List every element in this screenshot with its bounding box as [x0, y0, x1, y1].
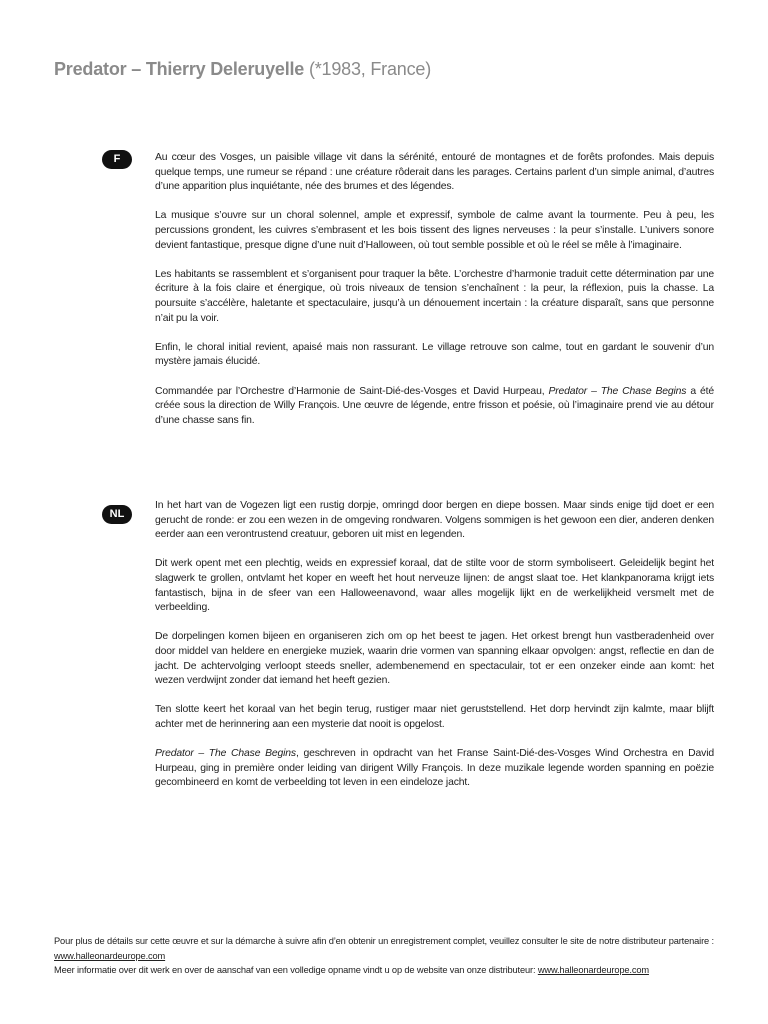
- language-badge-nl: NL: [102, 505, 132, 524]
- text: , geschreven in opdracht van het Franse Saint-Dié-des-Vosges Wind Orchestra en David Hurpeau, ging in première onder leiding van dirigent Willy François. In deze muzikale legende worden spanning en poëzie gecombineerd en komt de verbeelding tot leven in een eindeloze jacht.: [155, 748, 714, 789]
- footer: [54, 934, 714, 978]
- dutch-section: [155, 499, 714, 805]
- language-badge-fr: F: [102, 150, 132, 169]
- text: Meer informatie over dit werk en over de aanschaf van een volledige opname vindt u op de website van onze distributeur:: [54, 965, 538, 976]
- paragraph: In het hart van de Vogezen ligt een rustig dorpje, omringd door bergen en diepe bossen. Maar sinds enige tijd doet er een gerucht de ronde: er zou een wezen in de omgeving rondwaren. Volgens sommigen is het gewoon een dier, anderen denken eerder aan een verontrustend creatuur, geboren uit mist en legenden.: [155, 500, 714, 541]
- distributor-link-fr[interactable]: www.halleonardeurope.com: [54, 950, 166, 961]
- page-title: [54, 59, 431, 80]
- title-main: Predator – Thierry Deleruyelle: [54, 59, 305, 79]
- paragraph: [155, 385, 714, 429]
- text: Commandée par l’Orchestre d’Harmonie de Saint-Dié-des-Vosges et David Hurpeau,: [155, 385, 549, 397]
- paragraph: Au cœur des Vosges, un paisible village vit dans la sérénité, entouré de montagnes et de forêts profondes. Mais depuis quelque temps, une rumeur se répand : une créature rôderait dans les parages. Certains parlent d’un simple animal, d’autres d’une apparition plus inquiétante, née des brumes et des légendes.: [155, 152, 714, 193]
- work-title: Predator – The Chase Begins: [548, 385, 687, 397]
- paragraph: La musique s’ouvre sur un choral solennel, ample et expressif, symbole de calme avant la tourmente. Peu à peu, les percussions grondent, les cuivres s’embrasent et les bois tissent des lignes nerveuses : la peur s’installe. L’univers sonore devient fantastique, presque digne d’une nuit d’Halloween, où tout semble possible et où le réel se mêle à l’imaginaire.: [155, 210, 714, 251]
- paragraph: Enfin, le choral initial revient, apaisé mais non rassurant. Le village retrouve son calme, tout en gardant le souvenir d’un mystère jamais élucidé.: [155, 341, 714, 368]
- work-title: Predator – The Chase Begins: [155, 748, 296, 760]
- title-meta: (*1983, France): [308, 59, 431, 79]
- paragraph: [155, 747, 714, 791]
- footer-nl: [54, 963, 714, 978]
- paragraph: Les habitants se rassemblent et s’organisent pour traquer la bête. L’orchestre d’harmonie traduit cette détermination par une écriture à la fois claire et énergique, où trois niveaux de tension s’enchaînent : la peur, la réflexion, puis la chasse. La poursuite s’accélère, haletante et spectaculaire, jusqu’à un dénouement incertain : la créature disparaît, sans que personne n’ait pu la voir.: [155, 268, 714, 324]
- text: Pour plus de détails sur cette œuvre et sur la démarche à suivre afin d’en obtenir un enregistrement complet, veuillez consulter le site de notre distributeur partenaire :: [54, 936, 714, 946]
- footer-fr: [54, 934, 714, 963]
- text: a été créée sous la direction de Willy François. Une œuvre de légende, entre frisson et poésie, où l’imaginaire prend vie au détour d’une chasse sans fin.: [155, 385, 714, 426]
- paragraph: Dit werk opent met een plechtig, weids en expressief koraal, dat de stilte voor de storm symboliseert. Geleidelijk begint het slagwerk te grollen, ontvlamt het koper en weeft het hout nerveuze lijnen: de angst slaat toe. Het klankpanorama krijgt iets fantastisch, bijna in de sfeer van een Halloweenavond, waar alles mogelijk lijkt en de werkelijkheid versmelt met de verbeelding.: [155, 558, 714, 614]
- paragraph: Ten slotte keert het koraal van het begin terug, rustiger maar niet geruststellend. Het dorp hervindt zijn kalmte, maar blijft achter met de herinnering aan een mysterie dat nooit is opgelost.: [155, 704, 714, 730]
- paragraph: De dorpelingen komen bijeen en organiseren zich om op het beest te jagen. Het orkest brengt hun vastberadenheid over door middel van heldere en energieke muziek, waarin drie vormen van spanning elkaar opvolgen: angst, reflectie en dan de jacht. De achtervolging verloopt steeds sneller, adembenemend en spectaculair, tot er een onzeker einde aan komt: het wezen verdwijnt zonder dat iemand het heeft gezien.: [155, 631, 714, 687]
- distributor-link-nl[interactable]: www.halleonardeurope.com: [537, 965, 649, 976]
- french-section: [155, 151, 714, 443]
